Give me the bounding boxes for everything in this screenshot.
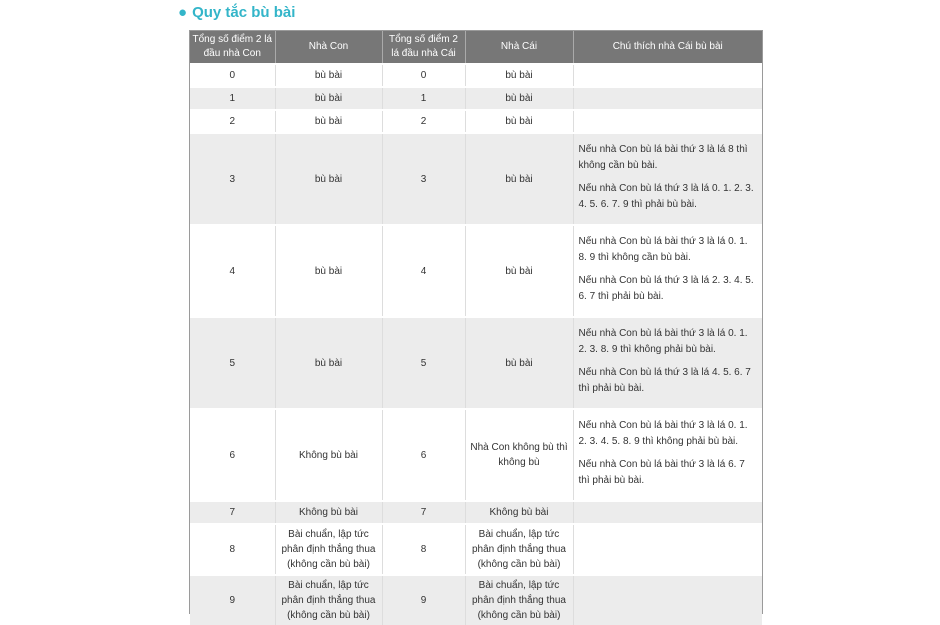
table-row (190, 64, 762, 87)
table-row (190, 575, 762, 625)
cell-cai: bù bài (465, 64, 573, 87)
cell-con-points: 3 (190, 133, 275, 225)
table-row (190, 409, 762, 501)
cell-notes (573, 409, 762, 501)
cell-cai: Không bù bài (465, 501, 573, 524)
cell-cai-points: 6 (382, 409, 465, 501)
cell-notes (573, 87, 762, 110)
table-row (190, 110, 762, 133)
cell-notes (573, 110, 762, 133)
header-con-points: Tổng số điểm 2 lá đầu nhà Con (190, 31, 275, 64)
rules-table-container (189, 30, 763, 621)
cell-con: bù bài (275, 133, 382, 225)
header-notes: Chú thích nhà Cái bù bài (573, 31, 762, 64)
cell-con-points: 8 (190, 524, 275, 575)
table-row (190, 87, 762, 110)
cell-cai: bù bài (465, 87, 573, 110)
cell-cai: bù bài (465, 225, 573, 317)
cell-con-points: 5 (190, 317, 275, 409)
cell-cai: bù bài (465, 317, 573, 409)
header-con: Nhà Con (275, 31, 382, 64)
header-cai: Nhà Cái (465, 31, 573, 64)
table-row (190, 225, 762, 317)
cell-cai-points: 8 (382, 524, 465, 575)
cell-con-points: 6 (190, 409, 275, 501)
cell-con: Không bù bài (275, 409, 382, 501)
cell-notes (573, 225, 762, 317)
cell-cai: Bài chuẩn, lập tức phân định thắng thua (không cần bù bài) (465, 575, 573, 625)
note-paragraph: Nếu nhà Con bù lá bài thứ 3 là lá 8 thì không cần bù bài. (578, 144, 748, 171)
cell-notes (573, 64, 762, 87)
note-paragraph: Nếu nhà Con bù lá bài thứ 3 là lá 6. 7 thì phải bù bài. (578, 459, 745, 486)
cell-cai: Bài chuẩn, lập tức phân định thắng thua (không cần bù bài) (465, 524, 573, 575)
cell-cai: bù bài (465, 110, 573, 133)
note-paragraph: Nếu nhà Con bù lá thứ 3 là lá 2. 3. 4. 5. 6. 7 thì phải bù bài. (578, 275, 754, 302)
cell-con-points: 4 (190, 225, 275, 317)
cell-con: bù bài (275, 87, 382, 110)
cell-con: bù bài (275, 64, 382, 87)
header-cai-points: Tổng số điểm 2 lá đầu nhà Cái (382, 31, 465, 64)
cell-cai: bù bài (465, 133, 573, 225)
cell-cai-points: 3 (382, 133, 465, 225)
cell-notes (573, 133, 762, 225)
cell-cai-points: 5 (382, 317, 465, 409)
cell-con: bù bài (275, 225, 382, 317)
note-paragraph: Nếu nhà Con bù lá bài thứ 3 là lá 0. 1. 2. 3. 4. 5. 8. 9 thì không phải bù bài. (578, 420, 748, 447)
cell-cai-points: 7 (382, 501, 465, 524)
cell-con-points: 7 (190, 501, 275, 524)
cell-notes (573, 575, 762, 625)
cell-cai-points: 4 (382, 225, 465, 317)
cell-notes (573, 524, 762, 575)
section-title: Quy tắc bù bài (192, 4, 296, 21)
cell-con-points: 1 (190, 87, 275, 110)
table-row (190, 501, 762, 524)
rules-table (190, 31, 762, 625)
cell-con-points: 0 (190, 64, 275, 87)
cell-cai-points: 1 (382, 87, 465, 110)
cell-con: Bài chuẩn, lập tức phân định thắng thua (không cần bù bài) (275, 524, 382, 575)
cell-cai: Nhà Con không bù thì không bù (465, 409, 573, 501)
note-paragraph: Nếu nhà Con bù lá thứ 3 là lá 4. 5. 6. 7 thì phải bù bài. (578, 367, 751, 394)
cell-notes (573, 501, 762, 524)
cell-con: Bài chuẩn, lập tức phân định thắng thua (không cần bù bài) (275, 575, 382, 625)
note-paragraph: Nếu nhà Con bù lá bài thứ 3 là lá 0. 1. 2. 3. 8. 9 thì không phải bù bài. (578, 328, 748, 355)
cell-con-points: 2 (190, 110, 275, 133)
cell-con: Không bù bài (275, 501, 382, 524)
cell-cai-points: 9 (382, 575, 465, 625)
table-row (190, 133, 762, 225)
cell-cai-points: 2 (382, 110, 465, 133)
table-row (190, 317, 762, 409)
cell-con-points: 9 (190, 575, 275, 625)
note-paragraph: Nếu nhà Con bù lá bài thứ 3 là lá 0. 1. 8. 9 thì không cần bù bài. (578, 236, 748, 263)
cell-notes (573, 317, 762, 409)
section-heading (178, 4, 295, 21)
note-paragraph: Nếu nhà Con bù lá thứ 3 là lá 0. 1. 2. 3. 4. 5. 6. 7. 9 thì phải bù bài. (578, 183, 754, 210)
cell-con: bù bài (275, 317, 382, 409)
table-header-row (190, 31, 762, 64)
cell-con: bù bài (275, 110, 382, 133)
cell-cai-points: 0 (382, 64, 465, 87)
scroll-corner-mark (761, 607, 775, 620)
table-row (190, 524, 762, 575)
bullet-icon: ● (178, 4, 188, 21)
